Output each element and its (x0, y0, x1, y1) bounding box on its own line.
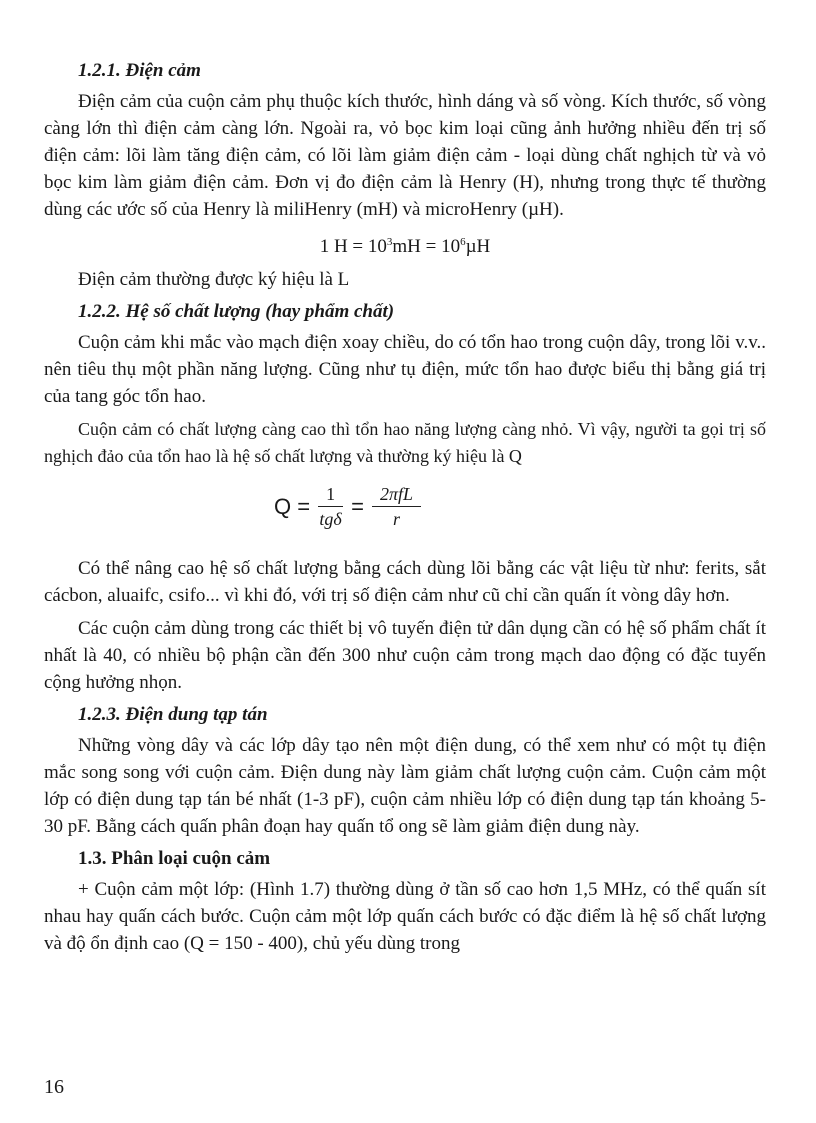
section-title-1-2-3: 1.2.3. Điện dung tạp tán (78, 704, 268, 725)
paragraph: Cuộn cảm khi mắc vào mạch điện xoay chiều, do có tổn hao trong cuộn dây, trong lõi v.v.. nên tiêu thụ một phần năng lượng. Cũng như tụ điện, mức tổn hao được biểu thị bằng giá trị của tang góc tổn hao. (44, 332, 766, 407)
paragraph: Cuộn cảm có chất lượng càng cao thì tổn hao năng lượng càng nhỏ. Vì vậy, người ta gọi trị số nghịch đảo của tổn hao là hệ số chất lượng và thường ký hiệu là Q (44, 419, 766, 466)
paragraph: Có thể nâng cao hệ số chất lượng bằng cách dùng lõi bằng các vật liệu từ như: ferits, sắt cácbon, aluaifc, csifo... vì khi đó, với trị số điện cảm như cũ chỉ cần quấn ít vòng dây hơn. (44, 558, 766, 606)
unit-formula (44, 229, 766, 260)
formula-part: mH = 10 (392, 236, 461, 257)
paragraph: Điện cảm thường được ký hiệu là L (78, 269, 350, 290)
formula-exponent: 6 (460, 236, 466, 248)
formula-lhs: Q = (274, 493, 311, 519)
formula-part: µH (465, 236, 491, 257)
formula-part: 1 H = 10 (319, 236, 387, 257)
section-title-1-2-1: 1.2.1. Điện cảm (78, 60, 201, 81)
paragraph: + Cuộn cảm một lớp: (Hình 1.7) thường dùng ở tần số cao hơn 1,5 MHz, có thể quấn sít nhau hay quấn cách bước. Cuộn cảm một lớp quấn cách bước có đặc điểm là hệ số chất lượng và độ ổn định cao (Q = 150 - 400), chủ yếu dùng trong (44, 879, 766, 954)
paragraph: Các cuộn cảm dùng trong các thiết bị vô tuyến điện tử dân dụng cần có hệ số phẩm chất ít nhất là 40, có nhiều bộ phận cần đến 300 như cuộn cảm trong mạch dao động có đặc tuyến cộng hưởng nhọn. (44, 618, 766, 693)
fraction (318, 482, 343, 531)
paragraph: Điện cảm của cuộn cảm phụ thuộc kích thước, hình dáng và số vòng. Kích thước, số vòng càng lớn thì điện cảm càng lớn. Ngoài ra, vỏ bọc kim loại cũng ảnh hưởng nhiều đến trị số điện cảm: lõi làm tăng điện cảm, có lõi làm giảm điện cảm - loại dùng chất nghịch từ và vỏ bọc kim làm giảm điện cảm. Đơn vị đo điện cảm là Henry (H), nhưng trong thực tế thường dùng các ước số của Henry là miliHenry (mH) và microHenry (µH). (44, 91, 766, 220)
page-number: 16 (44, 1076, 64, 1098)
fraction (372, 482, 421, 531)
q-factor-formula (270, 482, 766, 531)
fraction-numerator: 1 (318, 482, 343, 507)
formula-exponent: 3 (386, 236, 393, 248)
fraction-numerator: 2πfL (372, 482, 421, 507)
fraction-denominator: tgδ (319, 509, 342, 529)
page-content (44, 58, 766, 963)
section-title-1-3: 1.3. Phân loại cuộn cảm (78, 848, 271, 869)
paragraph: Những vòng dây và các lớp dây tạo nên một điện dung, có thể xem như có một tụ điện mắc song song với cuộn cảm. Điện dung này làm giảm chất lượng cuộn cảm. Cuộn cảm một lớp có điện dung tạp tán bé nhất (1-3 pF), cuộn cảm nhiều lớp có điện dung tạp tán khoảng 5-30 pF. Bằng cách quấn phân đoạn hay quấn tổ ong sẽ làm giảm điện dung này. (44, 735, 766, 837)
section-title-1-2-2: 1.2.2. Hệ số chất lượng (hay phẩm chất) (78, 301, 395, 322)
formula-equals: = (351, 493, 364, 519)
fraction-denominator: r (392, 509, 400, 529)
